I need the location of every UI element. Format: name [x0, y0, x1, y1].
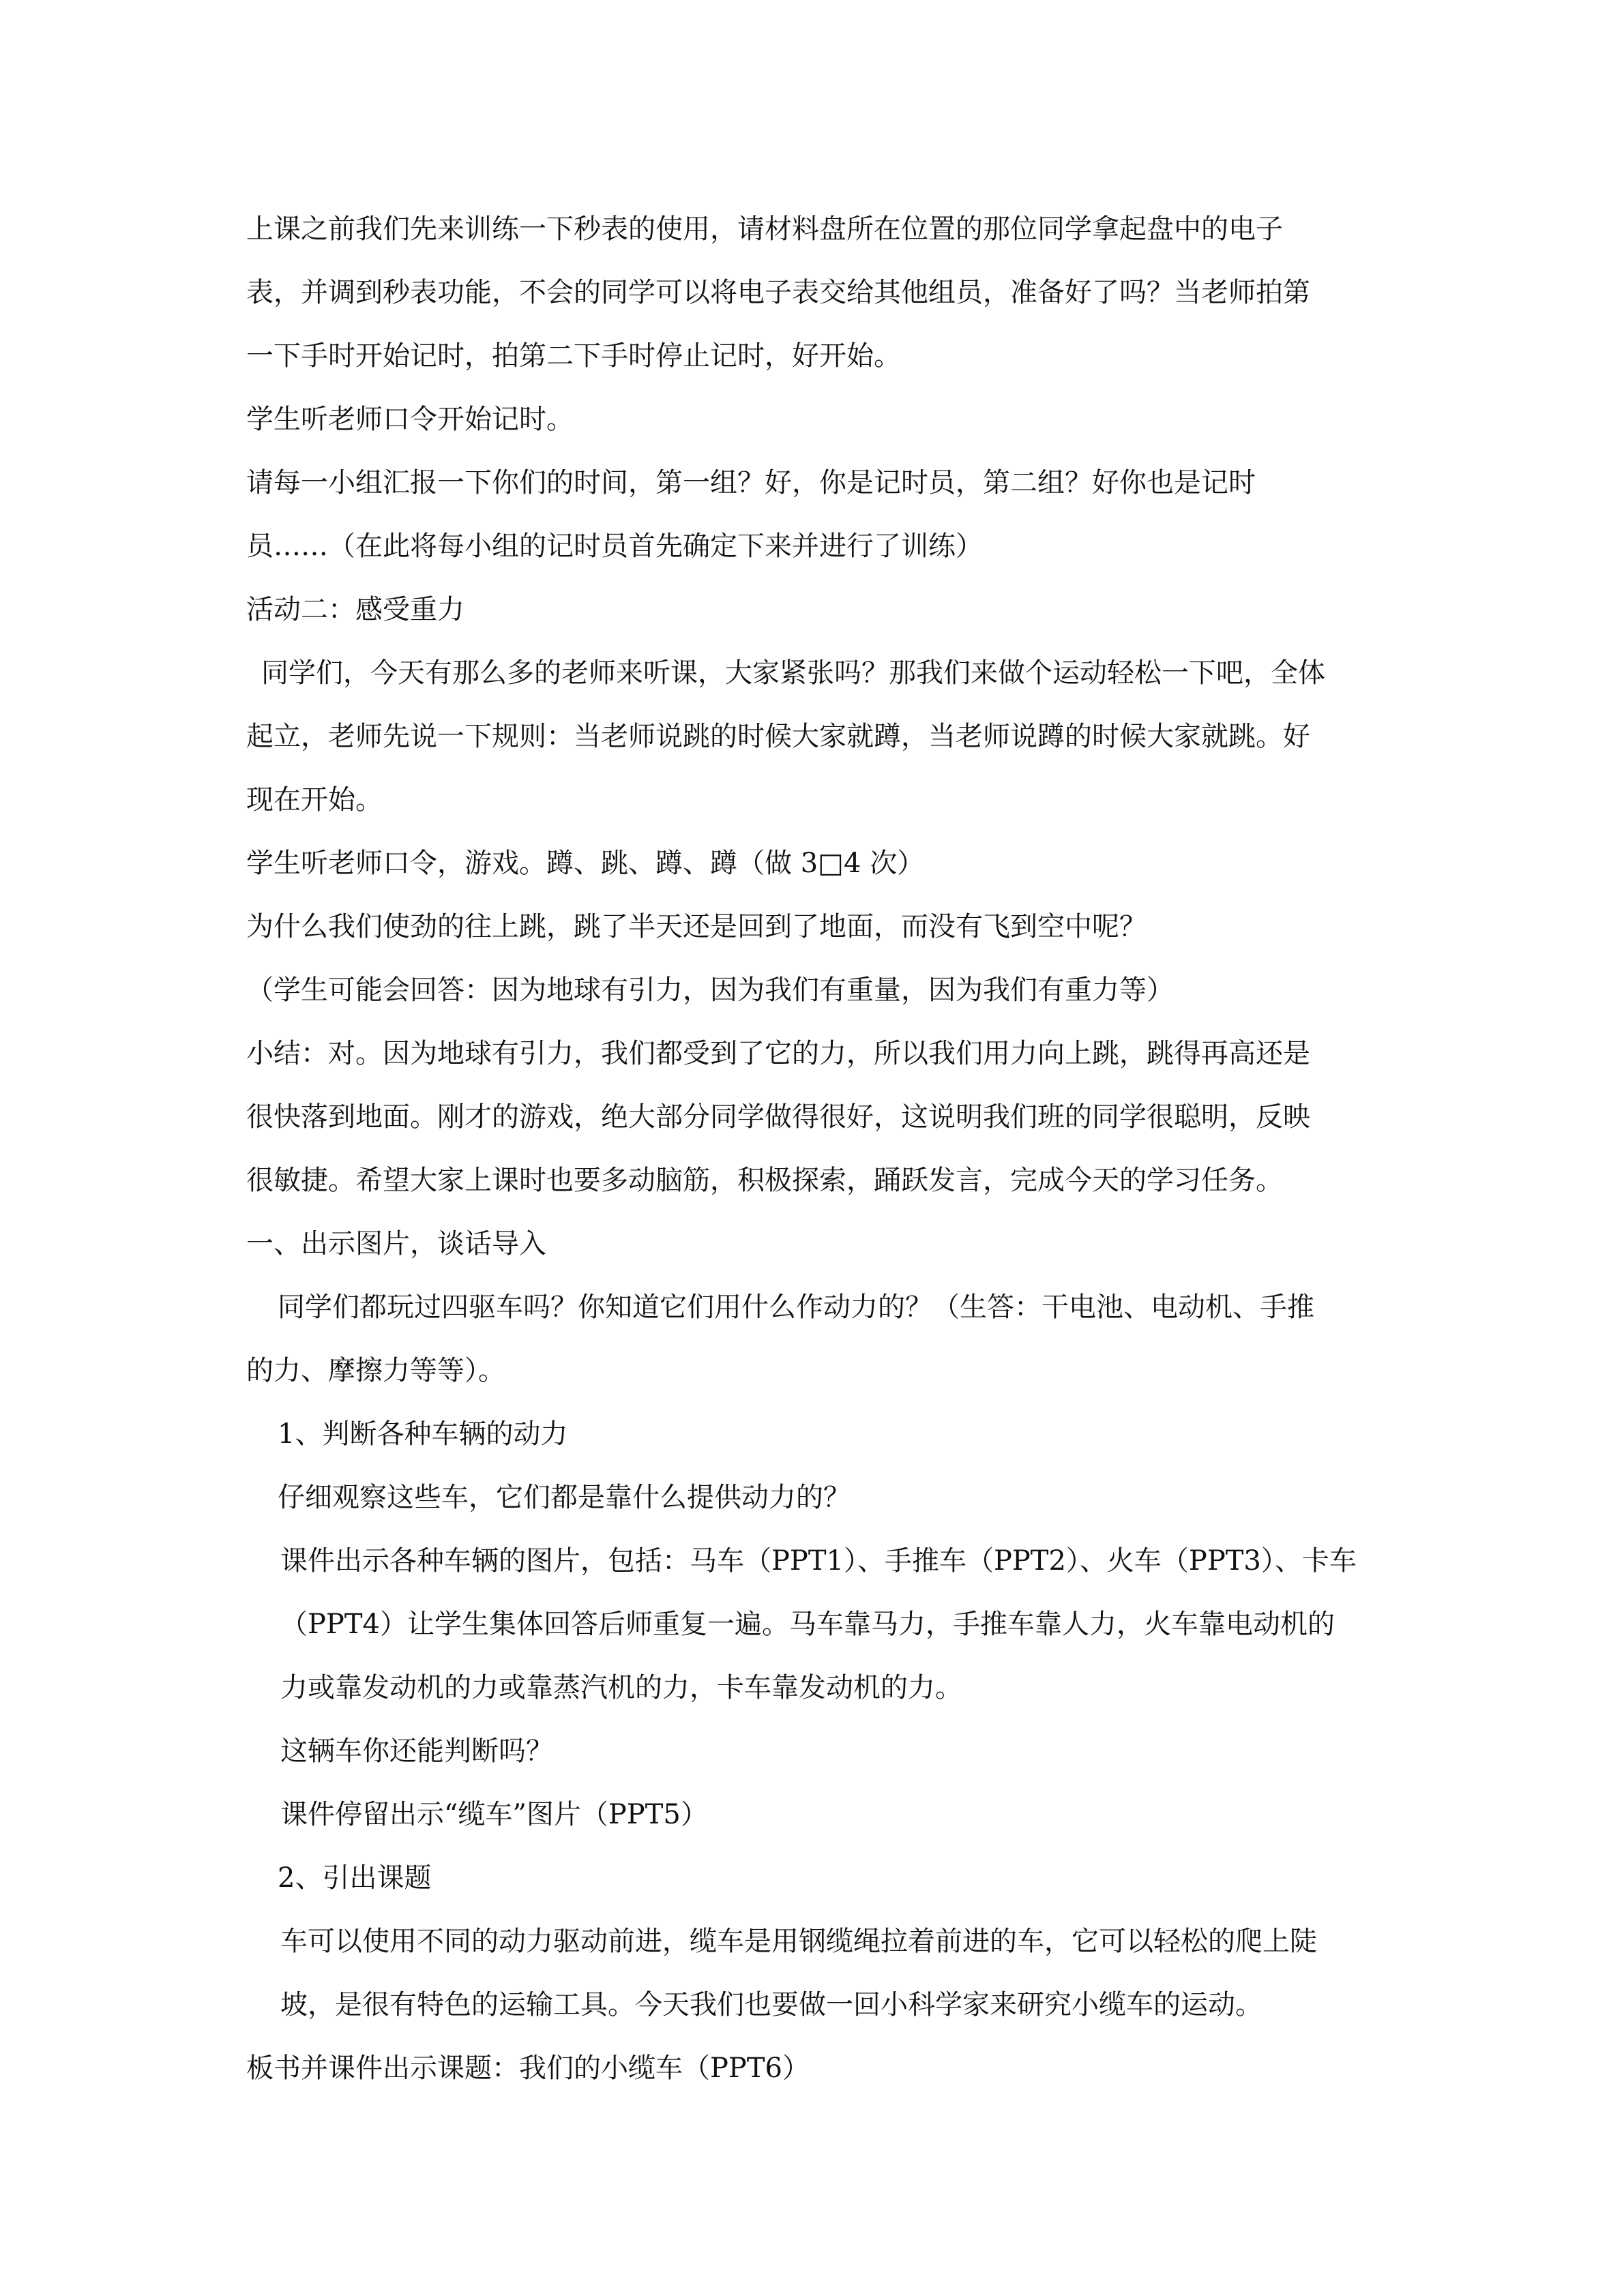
text-line: 很快落到地面。刚才的游戏，绝大部分同学做得很好，这说明我们班的同学很聪明，反映: [246, 1101, 1310, 1133]
document-body: [246, 198, 1378, 2100]
subsection-heading: 2、引出课题: [278, 1862, 432, 1894]
text-line: （学生可能会回答：因为地球有引力，因为我们有重量，因为我们有重力等）: [246, 974, 1174, 1006]
section-heading: 活动二：感受重力: [246, 594, 464, 625]
section-heading: 一、出示图片，谈话导入: [246, 1228, 546, 1259]
text-line: 员……（在此将每小组的记时员首先确定下来并进行了训练）: [246, 531, 983, 562]
text-line: 板书并课件出示课题：我们的小缆车（PPT6）: [246, 2053, 810, 2084]
text-line: 课件出示各种车辆的图片，包括：马车（PPT1）、手推车（PPT2）、火车（PPT3）、卡车: [280, 1545, 1357, 1577]
text-line: 的力、摩擦力等等）。: [246, 1355, 505, 1386]
text-line: 坡，是很有特色的运输工具。今天我们也要做一回小科学家来研究小缆车的运动。: [280, 1989, 1263, 2021]
text-line: 车可以使用不同的动力驱动前进，缆车是用钢缆绳拉着前进的车，它可以轻松的爬上陡: [280, 1926, 1317, 1957]
text-line: 请每一小组汇报一下你们的时间，第一组？好，你是记时员，第二组？好你也是记时: [246, 467, 1256, 498]
text-line: 仔细观察这些车，它们都是靠什么提供动力的？: [278, 1482, 851, 1513]
text-line: 为什么我们使劲的往上跳，跳了半天还是回到了地面，而没有飞到空中呢？: [246, 911, 1147, 942]
text-line: 力或靠发动机的力或靠蒸汽机的力，卡车靠发动机的力。: [280, 1672, 962, 1703]
text-line: （PPT4）让学生集体回答后师重复一遍。马车靠马力，手推车靠人力，火车靠电动机的: [280, 1609, 1335, 1640]
text-line: 起立，老师先说一下规则：当老师说跳的时候大家就蹲，当老师说蹲的时候大家就跳。好: [246, 721, 1310, 752]
text-line: 这辆车你还能判断吗？: [280, 1735, 553, 1767]
text-line: 同学们都玩过四驱车吗？你知道它们用什么作动力的？（生答：干电池、电动机、手推: [278, 1292, 1314, 1323]
text-line: 表，并调到秒表功能，不会的同学可以将电子表交给其他组员，准备好了吗？当老师拍第: [246, 277, 1310, 308]
subsection-heading: 1、判断各种车辆的动力: [278, 1418, 568, 1450]
text-line: 学生听老师口令，游戏。蹲、跳、蹲、蹲（做 3□4 次）: [246, 848, 925, 879]
text-line: 课件停留出示“缆车”图片（PPT5）: [280, 1799, 708, 1830]
text-line: 同学们，今天有那么多的老师来听课，大家紧张吗？那我们来做个运动轻松一下吧，全体: [261, 657, 1325, 689]
text-line: 小结：对。因为地球有引力，我们都受到了它的力，所以我们用力向上跳，跳得再高还是: [246, 1038, 1310, 1069]
text-line: 上课之前我们先来训练一下秒表的使用，请材料盘所在位置的那位同学拿起盘中的电子: [246, 213, 1283, 245]
text-line: 一下手时开始记时，拍第二下手时停止记时，好开始。: [246, 340, 901, 372]
text-line: 学生听老师口令开始记时。: [246, 404, 574, 435]
text-line: 很敏捷。希望大家上课时也要多动脑筋，积极探索，踊跃发言，完成今天的学习任务。: [246, 1165, 1283, 1196]
text-line: 现在开始。: [246, 784, 383, 816]
